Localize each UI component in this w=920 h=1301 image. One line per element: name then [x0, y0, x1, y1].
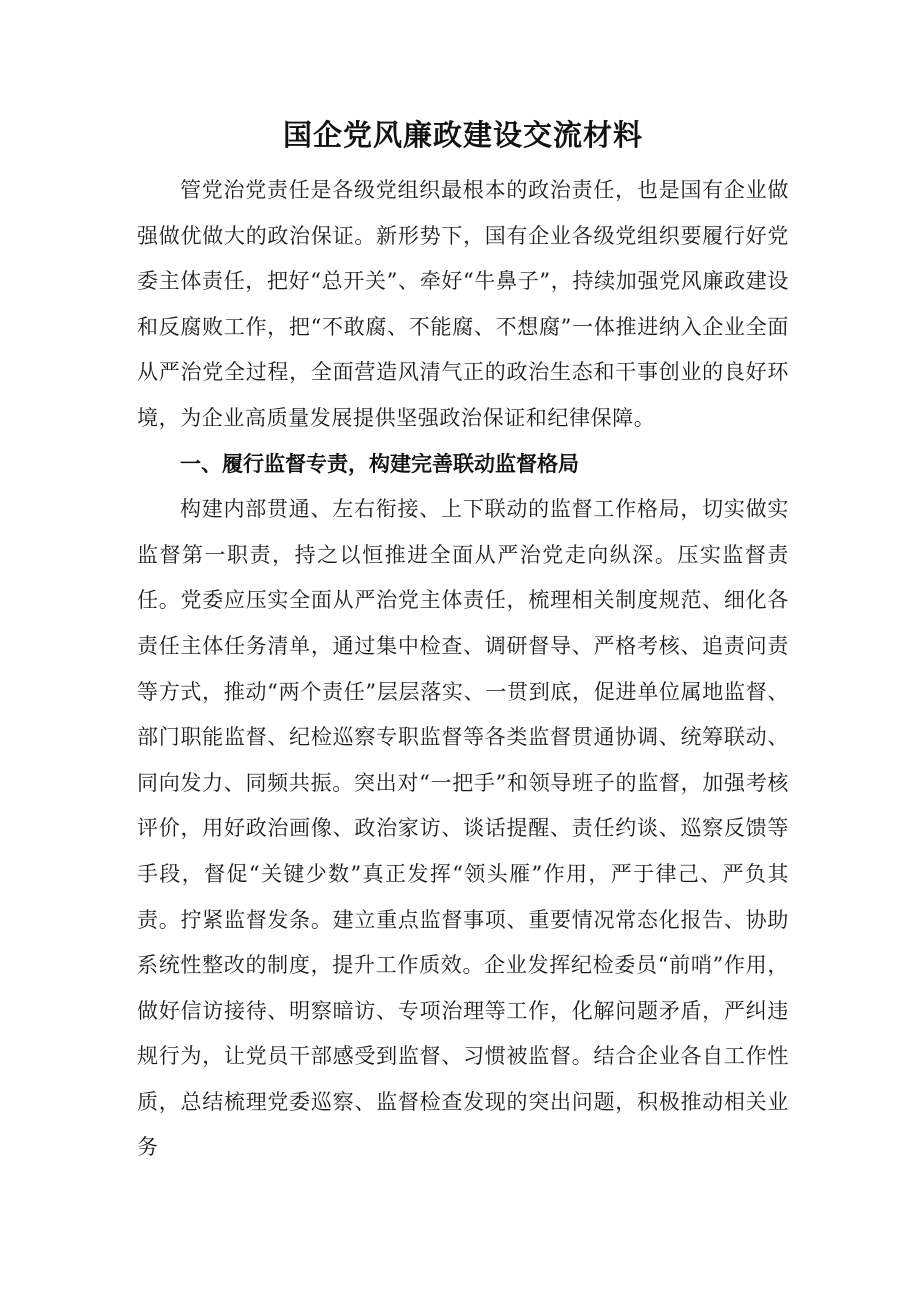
- intro-paragraph: 管党治党责任是各级党组织最根本的政治责任，也是国有企业做强做优做大的政治保证。新形势下，国有企业各级党组织要履行好党委主体责任，把好“总开关”、牵好“牛鼻子”，持续加强党风廉政建设和反腐败工作，把“不敢腐、不能腐、不想腐”一体推进纳入企业全面从严治党全过程，全面营造风清气正的政治生态和干事创业的良好环境，为企业高质量发展提供坚强政治保证和纪律保障。: [137, 178, 789, 430]
- section-body-paragraph: 构建内部贯通、左右衔接、上下联动的监督工作格局，切实做实监督第一职责，持之以恒推进全面从严治党走向纵深。压实监督责任。党委应压实全面从严治党主体责任，梳理相关制度规范、细化各责任主体任务清单，通过集中检查、调研督导、严格考核、追责问责等方式，推动“两个责任”层层落实、一贯到底，促进单位属地监督、部门职能监督、纪检巡察专职监督等各类监督贯通协调、统筹联动、同向发力、同频共振。突出对“一把手”和领导班子的监督，加强考核评价，用好政治画像、政治家访、谈话提醒、责任约谈、巡察反馈等手段，督促“关键少数”真正发挥“领头雁”作用，严于律己、严负其责。拧紧监督发条。建立重点监督事项、重要情况常态化报告、协助系统性整改的制度，提升工作质效。企业发挥纪检委员“前哨”作用，做好信访接待、明察暗访、专项治理等工作，化解问题矛盾，严纠违规行为，让党员干部感受到监督、习惯被监督。结合企业各自工作性质，总结梳理党委巡察、监督检查发现的突出问题，积极推动相关业务: [137, 497, 789, 1160]
- section-heading: 一、履行监督专责，构建完善联动监督格局: [180, 451, 579, 476]
- document-title: 国企党风廉政建设交流材料: [282, 118, 643, 152]
- document-page: [137, 110, 789, 1171]
